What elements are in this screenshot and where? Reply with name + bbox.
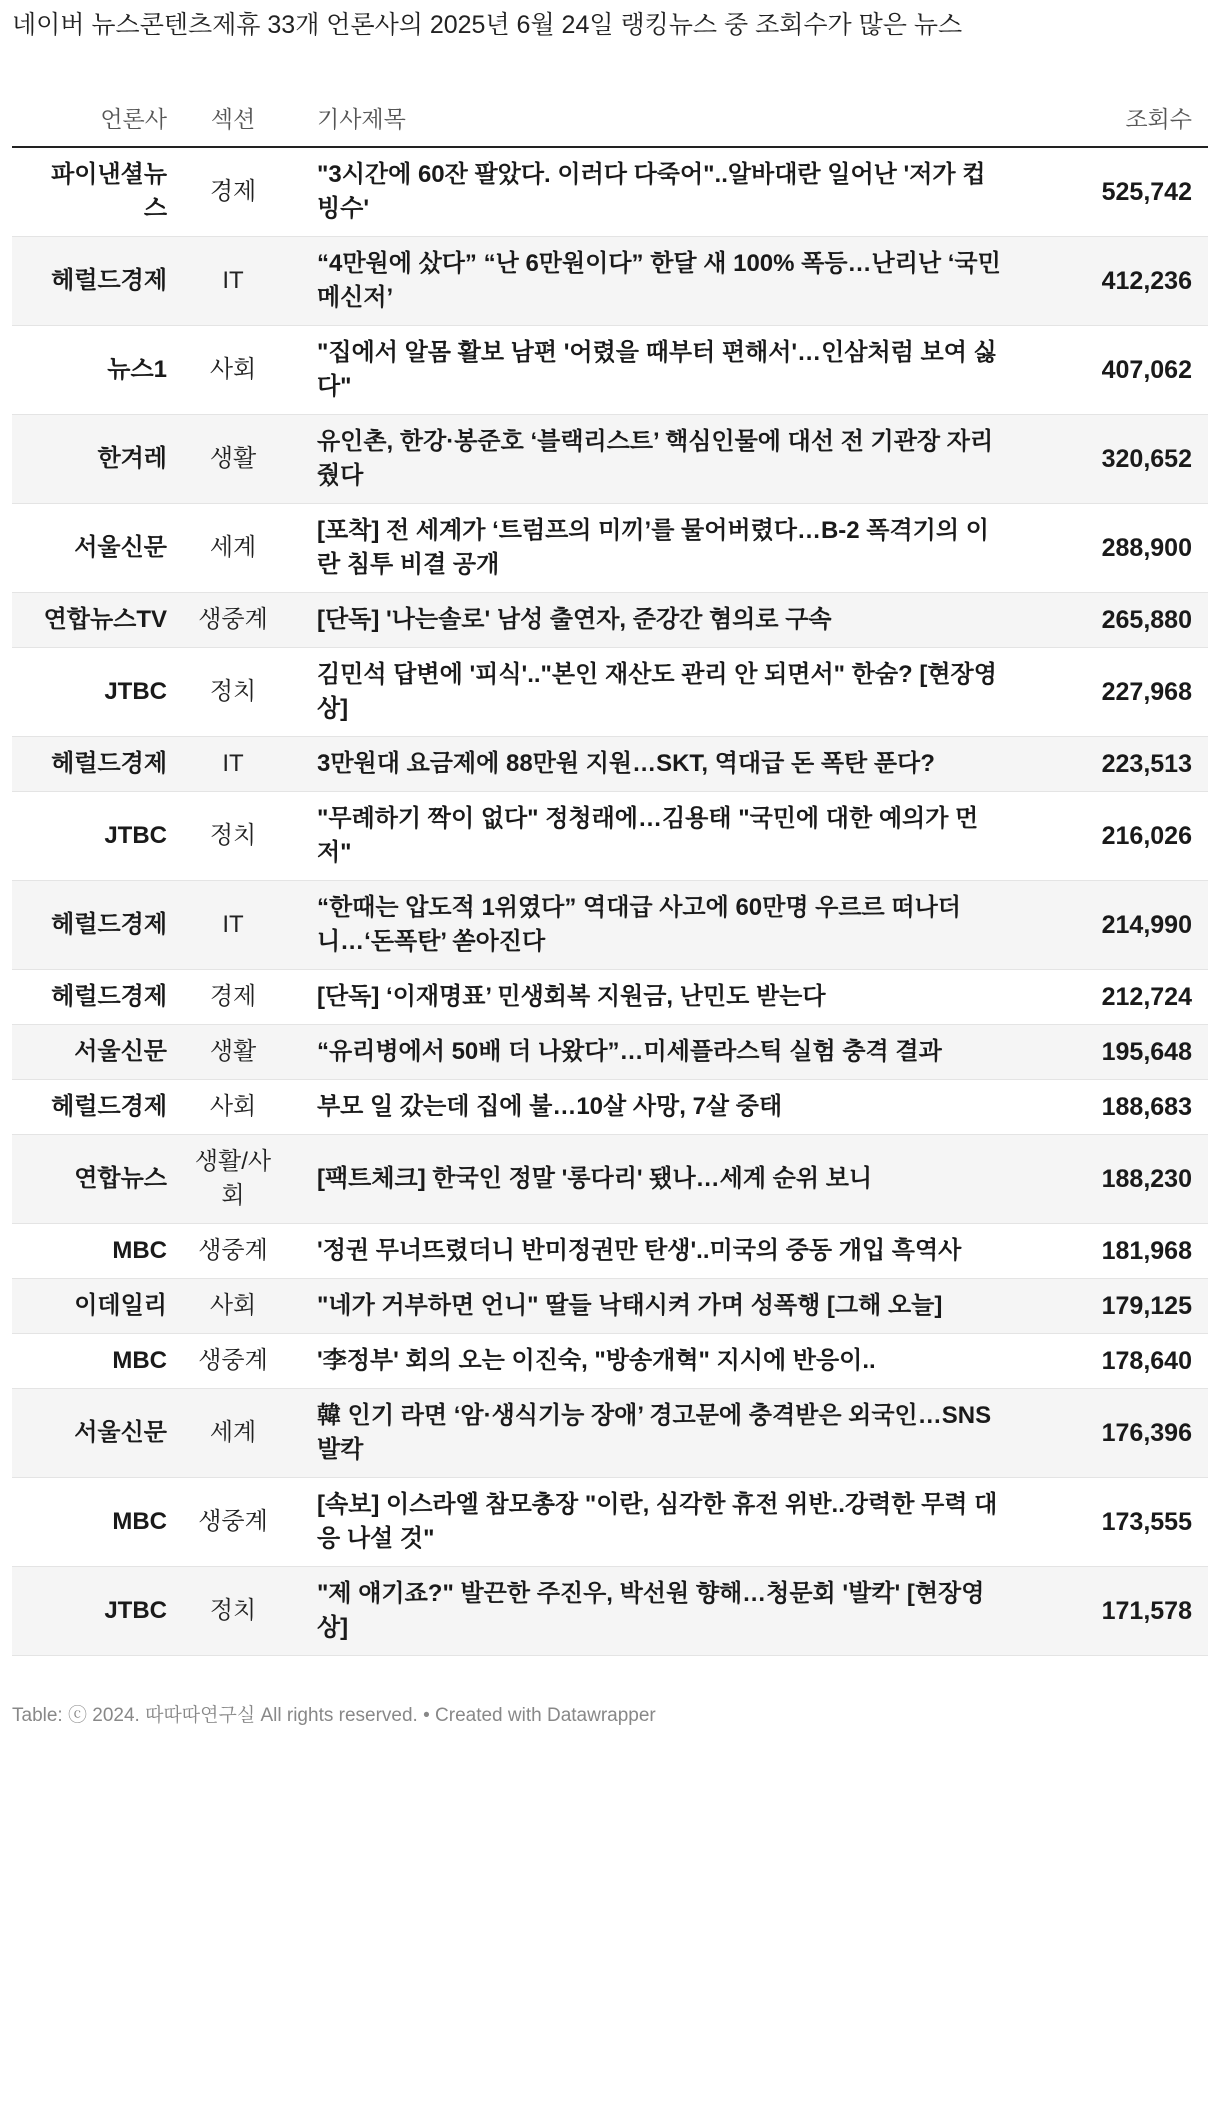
views-cell: 212,724 — [1101, 983, 1192, 1011]
section-cell: 생중계 — [198, 1508, 268, 1535]
views-cell: 188,230 — [1101, 1165, 1192, 1193]
headline-cell: 부모 일 갔는데 집에 불…10살 사망, 7살 중태 — [317, 1093, 783, 1120]
outlet-cell: JTBC — [104, 1597, 167, 1624]
section-cell: 생활 — [209, 1038, 257, 1065]
table-row — [12, 1334, 1208, 1389]
section-cell: 생활/사회 — [194, 1148, 272, 1209]
section-cell: 경제 — [209, 983, 257, 1010]
headline-cell: "제 얘기죠?" 발끈한 주진우, 박선원 향해…청문회 '발칵' [현장영상] — [317, 1580, 985, 1641]
section-cell: 경제 — [209, 178, 257, 205]
headline-cell: 김민석 답변에 '피식'.."본인 재산도 관리 안 되면서" 한숨? [현장영상] — [317, 661, 997, 722]
views-cell: 178,640 — [1101, 1347, 1192, 1375]
page-title: 네이버 뉴스콘텐츠제휴 33개 언론사의 2025년 6월 24일 랭킹뉴스 중 조회수가 많은 뉴스 — [12, 11, 963, 39]
table-header — [12, 88, 1208, 147]
views-cell: 412,236 — [1101, 267, 1192, 295]
outlet-cell: 헤럴드경제 — [51, 911, 167, 938]
views-cell: 265,880 — [1101, 606, 1192, 634]
views-cell: 407,062 — [1101, 356, 1192, 384]
headline-cell: 유인촌, 한강·봉준호 ‘블랙리스트’ 핵심인물에 대선 전 기관장 자리 줬다 — [317, 428, 994, 489]
views-cell: 216,026 — [1101, 822, 1192, 850]
views-cell: 227,968 — [1101, 678, 1192, 706]
section-cell: IT — [222, 267, 244, 294]
views-cell: 179,125 — [1101, 1292, 1192, 1320]
headline-cell: 韓 인기 라면 ‘암·생식기능 장애’ 경고문에 충격받은 외국인…SNS 발칵 — [317, 1402, 992, 1463]
table-row — [12, 1567, 1208, 1656]
section-cell: IT — [222, 911, 244, 938]
outlet-cell: MBC — [112, 1237, 167, 1264]
section-cell: IT — [222, 750, 244, 777]
outlet-cell: JTBC — [104, 678, 167, 705]
outlet-cell: 한겨레 — [97, 445, 167, 472]
headline-cell: [속보] 이스라엘 참모총장 "이란, 심각한 휴전 위반..강력한 무력 대응 나설 것" — [317, 1491, 998, 1552]
headline-cell: '정권 무너뜨렸더니 반미정권만 탄생'..미국의 중동 개입 흑역사 — [317, 1237, 962, 1264]
section-cell: 생중계 — [198, 1347, 268, 1374]
section-cell: 사회 — [209, 356, 257, 383]
table-row — [12, 1478, 1208, 1567]
column-header-views[interactable]: 조회수 — [1016, 88, 1208, 147]
table-row — [12, 593, 1208, 648]
views-cell: 288,900 — [1101, 534, 1192, 562]
outlet-cell: 서울신문 — [74, 1419, 167, 1446]
outlet-cell: 파이낸셜뉴스 — [51, 161, 167, 222]
outlet-cell: 헤럴드경제 — [51, 983, 167, 1010]
table-row — [12, 1080, 1208, 1135]
headline-cell: [포착] 전 세계가 ‘트럼프의 미끼’를 물어버렸다…B-2 폭격기의 이란 침투 비결 공개 — [317, 517, 989, 578]
headline-cell: '李정부' 회의 오는 이진숙, "방송개혁" 지시에 반응이.. — [317, 1347, 876, 1374]
column-header-outlet[interactable]: 언론사 — [12, 88, 177, 147]
section-cell: 사회 — [209, 1292, 257, 1319]
outlet-cell: MBC — [112, 1508, 167, 1535]
section-cell: 정치 — [209, 1597, 257, 1624]
table-row — [12, 970, 1208, 1025]
outlet-cell: 헤럴드경제 — [51, 267, 167, 294]
outlet-cell: 헤럴드경제 — [51, 1093, 167, 1120]
headline-cell: “유리병에서 50배 더 나왔다”…미세플라스틱 실험 충격 결과 — [317, 1038, 942, 1065]
views-cell: 320,652 — [1101, 445, 1192, 473]
ranking-table — [12, 88, 1208, 1656]
headline-cell: "집에서 알몸 활보 남편 '어렸을 때부터 편해서'…인삼처럼 보여 싫다" — [317, 339, 997, 400]
headline-cell: “4만원에 샀다” “난 6만원이다” 한달 새 100% 폭등…난리난 ‘국민 메신저’ — [317, 250, 1001, 311]
outlet-cell: 헤럴드경제 — [51, 750, 167, 777]
section-cell: 세계 — [209, 534, 257, 561]
section-cell: 정치 — [209, 678, 257, 705]
views-cell: 214,990 — [1101, 911, 1192, 939]
headline-cell: "3시간에 60잔 팔았다. 이러다 다죽어"..알바대란 일어난 '저가 컵빙수' — [317, 161, 986, 222]
section-cell: 생활 — [209, 445, 257, 472]
headline-cell: 3만원대 요금제에 88만원 지원…SKT, 역대급 돈 폭탄 푼다? — [317, 750, 935, 777]
column-header-headline[interactable]: 기사제목 — [289, 88, 1016, 147]
table-footer: Table: ⓒ 2024. 따따따연구실 All rights reserved. • Created with Datawrapper — [12, 1705, 656, 1726]
outlet-cell: 서울신문 — [74, 1038, 167, 1065]
headline-cell: “한때는 압도적 1위였다” 역대급 사고에 60만명 우르르 떠나더니…‘돈폭탄’ 쏟아진다 — [317, 894, 961, 955]
views-cell: 525,742 — [1101, 178, 1192, 206]
headline-cell: [단독] ‘이재명표’ 민생회복 지원금, 난민도 받는다 — [317, 983, 826, 1010]
column-header-section[interactable]: 섹션 — [177, 88, 289, 147]
table-row — [12, 1025, 1208, 1080]
outlet-cell: JTBC — [104, 822, 167, 849]
table-row — [12, 1279, 1208, 1334]
table-row — [12, 792, 1208, 881]
section-cell: 정치 — [209, 822, 257, 849]
outlet-cell: 연합뉴스 — [74, 1165, 167, 1192]
table-row — [12, 648, 1208, 737]
table-row — [12, 881, 1208, 970]
section-cell: 생중계 — [198, 1237, 268, 1264]
table-row — [12, 737, 1208, 792]
table-row — [12, 1224, 1208, 1279]
views-cell: 195,648 — [1101, 1038, 1192, 1066]
outlet-cell: MBC — [112, 1347, 167, 1374]
section-cell: 사회 — [209, 1093, 257, 1120]
views-cell: 176,396 — [1101, 1419, 1192, 1447]
outlet-cell: 연합뉴스TV — [43, 606, 167, 633]
table-row — [12, 504, 1208, 593]
table-row — [12, 1135, 1208, 1224]
headline-cell: [단독] '나는솔로' 남성 출연자, 준강간 혐의로 구속 — [317, 606, 832, 633]
section-cell: 세계 — [209, 1419, 257, 1446]
views-cell: 171,578 — [1101, 1597, 1192, 1625]
table-row — [12, 237, 1208, 326]
headline-cell: "무례하기 짝이 없다" 정청래에…김용태 "국민에 대한 예의가 먼저" — [317, 805, 979, 866]
table-row — [12, 147, 1208, 237]
outlet-cell: 이데일리 — [74, 1292, 167, 1319]
outlet-cell: 서울신문 — [74, 534, 167, 561]
table-row — [12, 326, 1208, 415]
views-cell: 188,683 — [1101, 1093, 1192, 1121]
table-body — [12, 147, 1208, 1656]
section-cell: 생중계 — [198, 606, 268, 633]
headline-cell: [팩트체크] 한국인 정말 '롱다리' 됐나…세계 순위 보니 — [317, 1165, 873, 1192]
outlet-cell: 뉴스1 — [107, 356, 167, 383]
views-cell: 181,968 — [1101, 1237, 1192, 1265]
headline-cell: "네가 거부하면 언니" 딸들 낙태시켜 가며 성폭행 [그해 오늘] — [317, 1292, 943, 1319]
views-cell: 173,555 — [1101, 1508, 1192, 1536]
table-row — [12, 415, 1208, 504]
table-row — [12, 1389, 1208, 1478]
views-cell: 223,513 — [1101, 750, 1192, 778]
